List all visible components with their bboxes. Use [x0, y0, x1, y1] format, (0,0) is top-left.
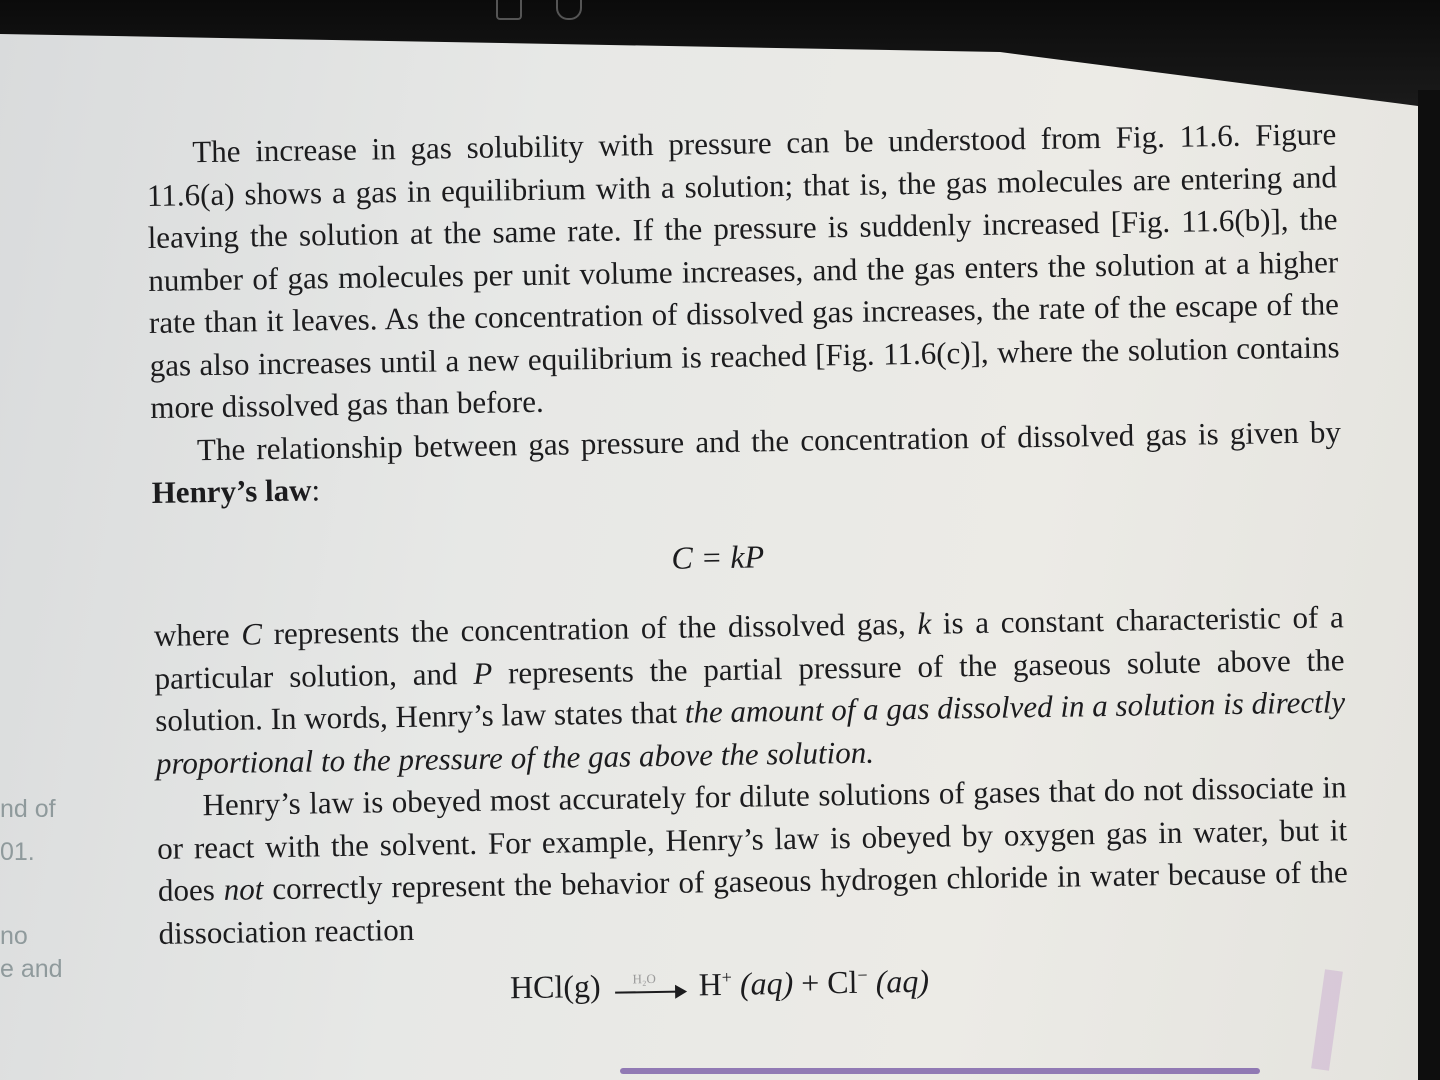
definition-text: represents the concentration of the dissolved gas, — [261, 605, 918, 652]
var-k: k — [917, 605, 932, 641]
margin-note: 01. — [0, 838, 35, 866]
state-aq: (aq) — [875, 962, 930, 1000]
charge-minus: − — [857, 965, 868, 986]
book-text — [146, 113, 1349, 955]
dissociation-reaction — [510, 963, 930, 1007]
arrow-label: H₂O — [632, 970, 656, 987]
reactant: HCl(g) — [509, 967, 601, 1006]
henry-law-term: Henry’s law — [151, 472, 312, 510]
definition-text: where — [153, 616, 242, 653]
var-p: P — [472, 655, 493, 691]
product-h: H — [698, 965, 723, 1003]
var-c: C — [241, 616, 263, 652]
henry-equation: C = kP — [671, 537, 765, 576]
paragraph-solubility: The increase in gas solubility with pressure can be understood from Fig. 11.6. Figure 11.6(a) shows a gas in equilibrium with a solution; that is, the gas molecules are entering and leaving the solution at the same rate. If the pressure is suddenly increased [Fig. 11.6(b)], the number of gas molecules per unit volume increases, and the gas enters the solution at a higher rate than it leaves. As the concentration of dissolved gas increases, the rate of the escape of the gas also increases until a new equilibrium is reached [Fig. 11.6(c)], where the solution contains more dissolved gas than before. — [146, 116, 1340, 425]
screen-reflection-icon — [556, 0, 582, 20]
paragraph-henry-intro — [151, 411, 1342, 515]
definition-text: is a constant characteristic of a particular solution, and — [154, 599, 1345, 696]
product-cl: Cl — [826, 963, 858, 1001]
paragraph-definition — [154, 596, 1347, 785]
charge-plus: + — [721, 967, 732, 988]
intro-colon: : — [311, 472, 321, 508]
margin-note: nd of — [0, 795, 56, 823]
scroll-indicator — [620, 1068, 1260, 1074]
reaction-arrow-icon — [615, 970, 685, 993]
screen-reflection-icon — [496, 0, 522, 20]
para3-text: correctly represent the behavior of gaseous hydrogen chloride in water because of the dissociation reaction — [158, 854, 1349, 951]
state-aq: (aq) — [739, 964, 794, 1002]
screen-edge — [1418, 90, 1440, 1080]
margin-note: e and — [0, 955, 63, 983]
plus-sign: + — [800, 964, 820, 1001]
definition-text: represents the partial pressure of the gaseous solute above the solution. In words, Henry’s law states that — [154, 641, 1345, 738]
paragraph-dilute-solutions — [156, 766, 1349, 955]
henry-law-statement: the amount of a gas dissolved in a solution is directly proportional to the pressure of the gas above the solution. — [155, 684, 1346, 781]
para3-text: Henry’s law is obeyed most accurately for dilute solutions of gases that do not dissociate in or react with the solvent. For example, Henry’s law is obeyed by oxygen gas in water, but it does — [156, 769, 1348, 908]
emphasis-not: not — [223, 871, 264, 907]
intro-text: The relationship between gas pressure and the concentration of dissolved gas is given by — [196, 413, 1342, 467]
margin-note: no — [0, 922, 28, 950]
